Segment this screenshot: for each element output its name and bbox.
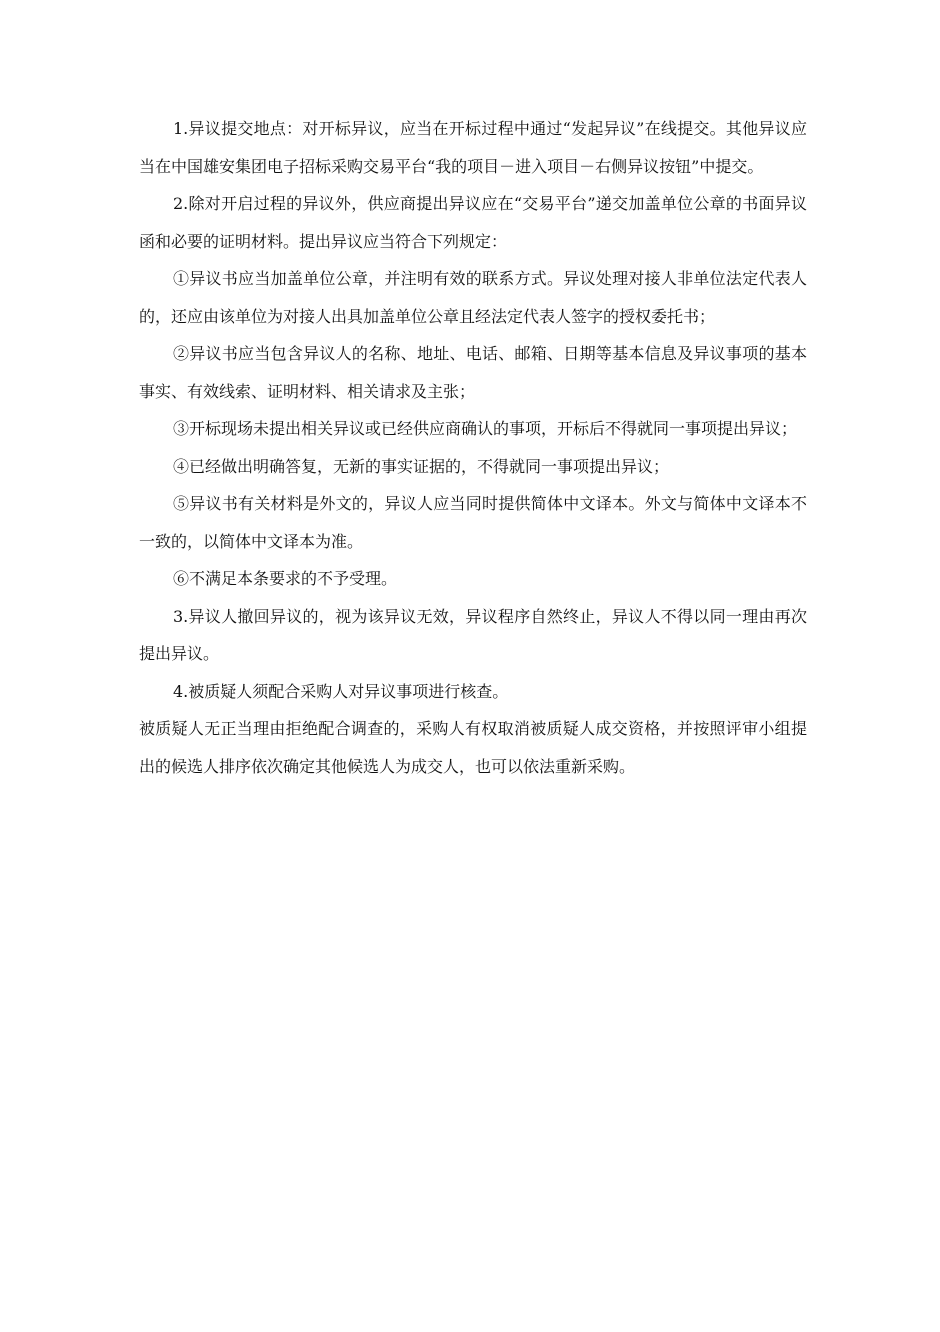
paragraph-verification: 4.被质疑人须配合采购人对异议事项进行核查。 bbox=[173, 681, 509, 701]
paragraph-rule-2: ②异议书应当包含异议人的名称、地址、电话、邮箱、日期等基本信息及异议事项的基本事实、有效线索、证明材料、相关请求及主张； bbox=[139, 344, 807, 401]
paragraph-refusal-consequence: 被质疑人无正当理由拒绝配合调查的，采购人有权取消被质疑人成交资格，并按照评审小组提出的候选人排序依次确定其他候选人为成交人，也可以依法重新采购。 bbox=[139, 719, 807, 776]
paragraph-rule-3: ③开标现场未提出相关异议或已经供应商确认的事项，开标后不得就同一事项提出异议； bbox=[173, 419, 798, 438]
paragraph-rule-5: ⑤异议书有关材料是外文的，异议人应当同时提供简体中文译本。外文与简体中文译本不一致的，以简体中文译本为准。 bbox=[139, 494, 807, 551]
paragraph-withdrawal: 3.异议人撤回异议的，视为该异议无效，异议程序自然终止，异议人不得以同一理由再次提出异议。 bbox=[139, 606, 807, 663]
paragraph-rule-6: ⑥不满足本条要求的不予受理。 bbox=[173, 569, 398, 588]
paragraph-written-objection: 2.除对开启过程的异议外，供应商提出异议应在“交易平台”递交加盖单位公章的书面异议函和必要的证明材料。提出异议应当符合下列规定： bbox=[139, 194, 807, 251]
paragraph-rule-4: ④已经做出明确答复，无新的事实证据的，不得就同一事项提出异议； bbox=[173, 456, 670, 476]
paragraph-rule-1: ①异议书应当加盖单位公章，并注明有效的联系方式。异议处理对接人非单位法定代表人的，还应由该单位为对接人出具加盖单位公章且经法定代表人签字的授权委托书； bbox=[139, 269, 807, 326]
document-body bbox=[139, 110, 807, 785]
paragraph-submission-location: 1.异议提交地点：对开标异议，应当在开标过程中通过“发起异议”在线提交。其他异议应当在中国雄安集团电子招标采购交易平台“我的项目－进入项目－右侧异议按钮”中提交。 bbox=[139, 119, 807, 176]
